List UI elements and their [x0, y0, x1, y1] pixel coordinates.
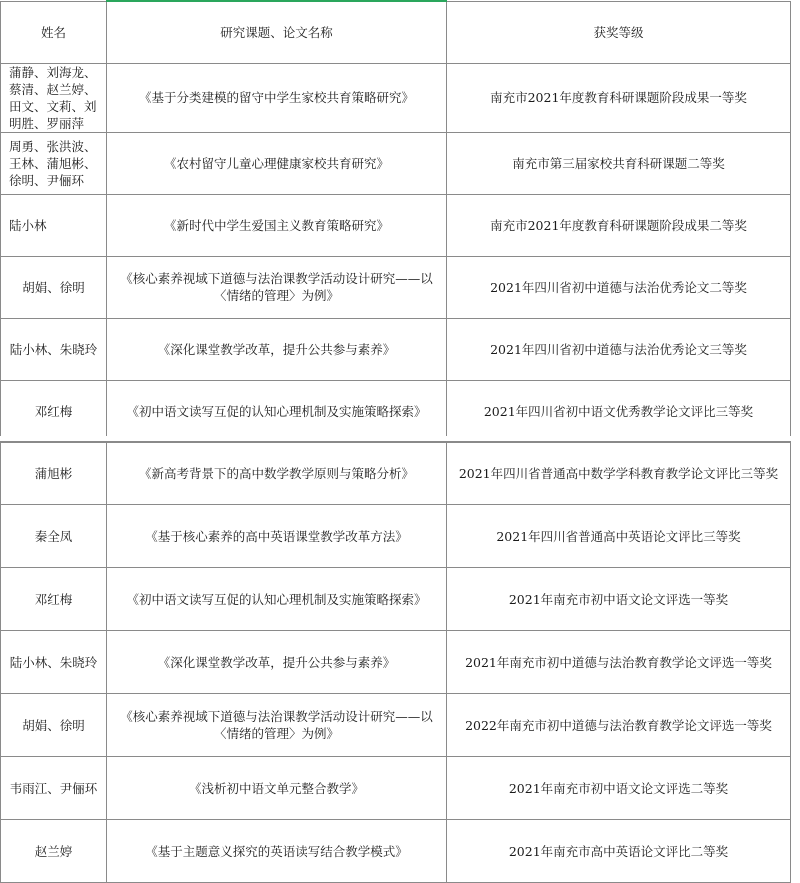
row-award: 2021年四川省初中道德与法治优秀论文三等奖: [447, 318, 791, 380]
table-row: [1, 380, 791, 442]
row-award: 2021年四川省普通高中数学学科教育教学论文评比三等奖: [447, 442, 791, 505]
row-name: 胡娟、徐明: [1, 694, 107, 757]
table-row: [1, 568, 791, 631]
row-award: 2022年南充市初中道德与法治教育教学论文评选一等奖: [447, 694, 791, 757]
row-title: 《基于核心素养的高中英语课堂教学改革方法》: [107, 505, 447, 568]
row-name: 蒲旭彬: [1, 442, 107, 505]
row-name: 韦雨江、尹俪环: [1, 757, 107, 820]
row-title: 《新高考背景下的高中数学教学原则与策略分析》: [107, 442, 447, 505]
table-row: [1, 631, 791, 694]
table-row: [1, 63, 791, 132]
row-title: 《深化课堂教学改革，提升公共参与素养》: [107, 631, 447, 694]
row-name: 秦全凤: [1, 505, 107, 568]
row-name: 赵兰婷: [1, 820, 107, 883]
row-title: 《核心素养视域下道德与法治课教学活动设计研究——以〈情绪的管理〉为例》: [107, 256, 447, 318]
row-title: 《核心素养视域下道德与法治课教学活动设计研究——以〈情绪的管理〉为例》: [107, 694, 447, 757]
header-title: 研究课题、论文名称: [107, 1, 447, 63]
header-award: 获奖等级: [447, 1, 791, 63]
table-row: [1, 132, 791, 194]
row-award: 2021年南充市初中语文论文评选一等奖: [447, 568, 791, 631]
table-row: [1, 505, 791, 568]
row-name: 周勇、张洪波、王林、蒲旭彬、徐明、尹俪环: [1, 132, 107, 194]
row-name: 邓红梅: [1, 568, 107, 631]
row-award: 2021年南充市初中道德与法治教育教学论文评选一等奖: [447, 631, 791, 694]
awards-table-top: [0, 0, 791, 443]
row-award: 2021年四川省普通高中英语论文评比三等奖: [447, 505, 791, 568]
table-row: [1, 757, 791, 820]
row-name: 陆小林、朱晓玲: [1, 318, 107, 380]
awards-table-bottom: [0, 441, 791, 883]
row-title: 《基于主题意义探究的英语读写结合教学模式》: [107, 820, 447, 883]
row-title: 《浅析初中语文单元整合教学》: [107, 757, 447, 820]
row-award: 南充市第三届家校共育科研课题二等奖: [447, 132, 791, 194]
row-title: 《新时代中学生爱国主义教育策略研究》: [107, 194, 447, 256]
row-award: 南充市2021年度教育科研课题阶段成果二等奖: [447, 194, 791, 256]
row-title: 《基于分类建模的留守中学生家校共育策略研究》: [107, 63, 447, 132]
row-name: 胡娟、徐明: [1, 256, 107, 318]
row-award: 2021年南充市初中语文论文评选二等奖: [447, 757, 791, 820]
row-title: 《深化课堂教学改革，提升公共参与素养》: [107, 318, 447, 380]
header-name: 姓名: [1, 1, 107, 63]
table-row: [1, 194, 791, 256]
row-title: 《初中语文读写互促的认知心理机制及实施策略探索》: [107, 380, 447, 442]
row-award: 2021年四川省初中道德与法治优秀论文二等奖: [447, 256, 791, 318]
row-award: 2021年四川省初中语文优秀教学论文评比三等奖: [447, 380, 791, 442]
row-award: 南充市2021年度教育科研课题阶段成果一等奖: [447, 63, 791, 132]
row-name: 邓红梅: [1, 380, 107, 442]
table-row: [1, 318, 791, 380]
table-header-row: [1, 1, 791, 63]
table-row: [1, 442, 791, 505]
table-row: [1, 256, 791, 318]
row-name: 蒲静、刘海龙、蔡清、赵兰婷、田文、文莉、刘明胜、罗丽萍: [1, 63, 107, 132]
row-award: 2021年南充市高中英语论文评比二等奖: [447, 820, 791, 883]
table-row: [1, 694, 791, 757]
row-name: 陆小林、朱晓玲: [1, 631, 107, 694]
row-title: 《农村留守儿童心理健康家校共育研究》: [107, 132, 447, 194]
row-title: 《初中语文读写互促的认知心理机制及实施策略探索》: [107, 568, 447, 631]
row-name: 陆小林: [1, 194, 107, 256]
table-row: [1, 820, 791, 883]
